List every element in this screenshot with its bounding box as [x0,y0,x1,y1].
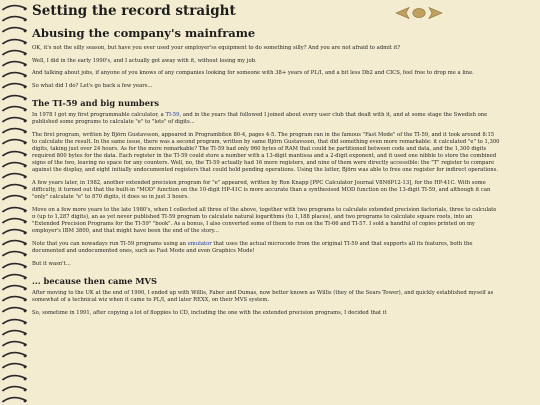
page [28,0,540,405]
binding-coil-icon [2,3,27,12]
binding-coil-icon [2,361,27,370]
binding-coil-icon [2,182,27,191]
binding-coil-icon [2,272,27,281]
binding-coil-icon [2,205,27,214]
binding-coil-icon [2,373,27,382]
paragraph-text: Note that you can nowadays run TI-59 programs using an [32,240,188,247]
paragraph-text: , and in the years that followed I joined about every user club that dealt with it, and at some stage the Swedish one published some programs to calculate "e" to "lots" of digits... [32,112,488,126]
binding-coil-icon [2,149,27,158]
intro-paragraph: And talking about jobs, if anyone of you knows of any companies looking for someone with 38+ years of PL/I, and a bit less Db2 and CICS, feel free to drop me a line. [32,70,474,77]
binding-coil-icon [2,261,27,270]
binding-coil-icon [2,171,27,180]
binding-coil-icon [2,25,27,34]
paragraph-hp41c: A few years later, in 1982, another extended precision program for "e" appeared, written by Ron Knapp [PPC Calculator Journal V8N6P12-13], for the HP-41C. With some difficulty, it turned out that the built-in "MOD" function on the 10-digit HP-41C is more accurate than a synthesised MOD function on the 13-digit TI-59, and although it can "only" calculate "e" to 870 digits, it does so in just 3 hours. [32,180,491,201]
binding-coil-icon [2,317,27,326]
article [32,26,500,322]
paragraph-emulator [32,241,500,255]
binding-coil-icon [2,104,27,113]
binding-coil-icon [2,193,27,202]
binding-coil-icon [2,305,27,314]
ti59-link[interactable]: TI-59 [165,112,180,119]
paragraph-text: In 1978 I got my first programmable calculator, a [32,112,166,119]
page-navigation [395,6,443,20]
binding-coil-icon [2,37,27,46]
binding-coil-icon [2,81,27,90]
binding-coil-icon [2,93,27,102]
paragraph-cd: So, sometime in 1991, after copying a lot of floppies to CD, including the one with the extended precision programs, I decided that it [32,309,387,316]
paragraph-but: But it wasn't... [32,260,71,267]
intro-paragraph: OK, it's not the silly season, but have you ever used your employer'ss equipment to do something silly? And you are not afraid to admit it? [32,45,401,51]
binding-coil-icon [2,249,27,258]
article-heading: Abusing the company's mainframe [32,26,256,40]
paragraph-book: Move on a few more years to the late 1980's, when I collected all three of the above, together with two programs to calculate extended precision factorials, three to calculate π (up to 1,287 digits), an as yet never published TI-59 program to calculate natural logarithms (to 1,188 places), and two programs to calculate square roots, into an "Extended Precision Programs for the TI-59" "book". As a bonus, I also converted some of them to run on the TI-66 and TI-57. I sold a handful of copies printed on my employer's IBM 3800, and that might have been the end of the story... [32,206,497,235]
binding-coil-icon [2,216,27,225]
spiral-binding [0,0,27,405]
binding-coil-icon [2,227,27,236]
binding-coil-icon [2,115,27,124]
home-icon[interactable] [412,7,426,19]
section-heading-mvs: ... because then came MVS [32,275,157,286]
emulator-link[interactable]: emulator [187,240,212,247]
binding-coil-icon [2,350,27,359]
binding-coil-icon [2,328,27,337]
binding-coil-icon [2,48,27,57]
binding-coil-icon [2,137,27,146]
binding-coil-icon [2,283,27,292]
binding-coil-icon [2,70,27,79]
arrow-right-icon[interactable] [428,7,443,19]
title-bar [32,2,500,20]
binding-coil-icon [2,395,27,404]
binding-coil-icon [2,294,27,303]
binding-coil-icon [2,126,27,135]
binding-coil-icon [2,339,27,348]
page-title: Setting the record straight [32,3,236,19]
arrow-left-icon[interactable] [395,7,410,19]
section-heading-ti59: The TI-59 and big numbers [32,98,160,109]
intro-paragraph: Well, I did in the early 1990's, and I actually got away with it, without losing my job. [32,57,257,64]
paragraph-ti59 [32,112,500,126]
binding-coil-icon [2,238,27,247]
intro-paragraph: So what did I do? Let's go back a few years... [32,83,153,90]
binding-coil-icon [2,14,27,23]
binding-coil-icon [2,384,27,393]
binding-coil-icon [2,160,27,169]
paragraph-first-program: The first program, written by Björn Gustavsson, appeared in Programbiten 80-4, pages 4-5. The program ran in the famous "Fast Mode" of the TI-59, and it took around 8:15 to calculate the result. In the same issue, there was a second program, written by same Björn Gustavsson, that did something even more remarkable: it calculated "e" to 1,300 digits, taking just over 24 hours. As for the more remarkable? The TI-59 had only 960 bytes of RAM that could be partitioned between code and data, and the 1,300 digits required 800 bytes for the data. Each register in the TI-59 could store a number with a 13-digit mantissa and a 2-digit exponent, and it used one nibble to store the combined signs of the two, leaving no space for any counters. Well, no, the TI-59 actually had 16 more registers, and nine of them were directly accessible: the "T" register to compare against the display, and eight initially undocumented registers that could hold pending operations. Using the latter, Björn was able to free one register for indirect operations. [32,131,500,174]
paragraph-text: that uses the actual microcode from the original TI-59 and that supports all its features, both the documented and undocumented ones, such as Fast Mode and even Graphics Mode! [32,240,473,255]
paragraph-willis: After moving to the UK at the end of 1990, I ended up with Willis, Faber and Dumas, now better known as Willis (they of the Sears Tower), and quickly established myself as somewhat of a technical wiz when it came to PL/I, and later REXX, on their MVS system. [32,289,494,303]
binding-coil-icon [2,59,27,68]
